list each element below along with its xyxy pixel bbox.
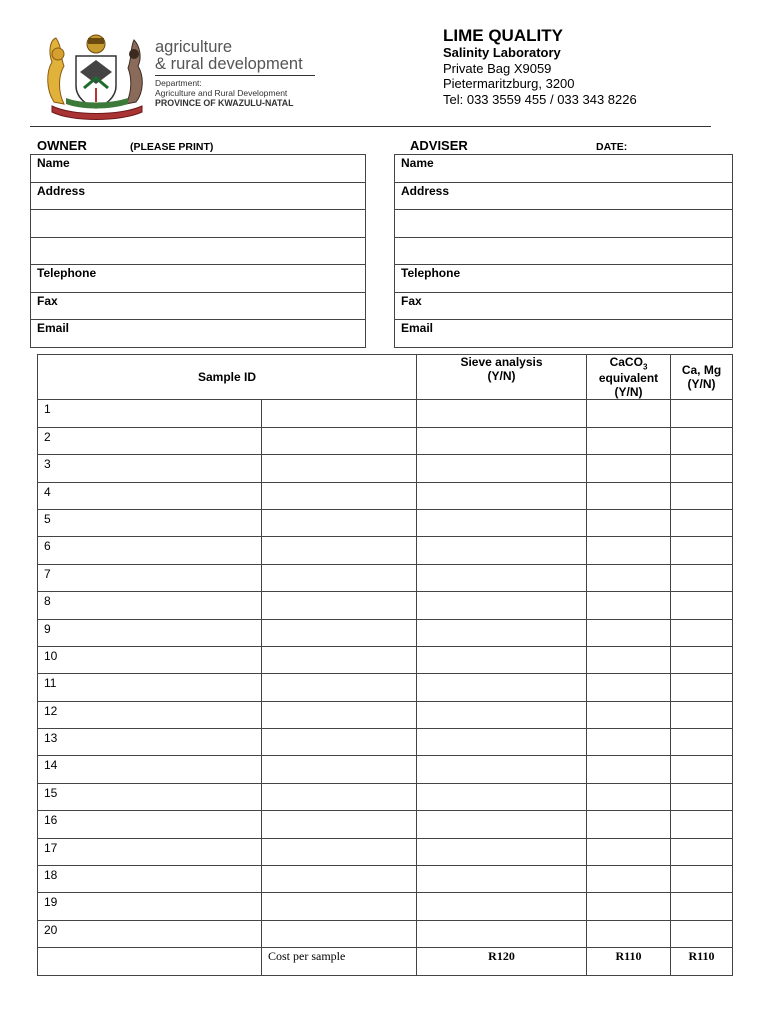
lab-address-line1: Private Bag X9059: [443, 61, 552, 76]
adviser-heading: ADVISER: [410, 138, 468, 153]
sample-row-number: 3: [38, 455, 262, 482]
adviser-telephone-field[interactable]: [395, 265, 733, 293]
camg-cell[interactable]: [671, 866, 733, 893]
table-row: [38, 866, 733, 893]
sample-row-number: 19: [38, 893, 262, 920]
caco3-cell[interactable]: [587, 783, 671, 810]
field-label: Address: [37, 183, 86, 198]
sieve-cell[interactable]: [417, 838, 587, 865]
table-row: [38, 619, 733, 646]
sieve-cell[interactable]: [417, 455, 587, 482]
camg-cell[interactable]: [671, 619, 733, 646]
sieve-cell[interactable]: [417, 400, 587, 427]
sieve-cell[interactable]: [417, 592, 587, 619]
lab-name: Salinity Laboratory: [443, 45, 561, 60]
sample-rows: [38, 400, 733, 948]
sample-id-cell[interactable]: [262, 729, 417, 756]
sieve-cell[interactable]: [417, 866, 587, 893]
table-row: [38, 427, 733, 454]
sieve-cell[interactable]: [417, 729, 587, 756]
sample-row-number: 13: [38, 729, 262, 756]
caco3-cell[interactable]: [587, 455, 671, 482]
sample-table: [37, 354, 733, 976]
adviser-address-field[interactable]: [395, 182, 733, 210]
owner-address-line2-field[interactable]: [31, 210, 366, 238]
caco3-cell[interactable]: [587, 400, 671, 427]
caco3-cell[interactable]: [587, 482, 671, 509]
table-row: [38, 482, 733, 509]
sample-id-cell[interactable]: [262, 893, 417, 920]
caco3-cell[interactable]: [587, 838, 671, 865]
sieve-cell[interactable]: [417, 893, 587, 920]
table-row: [38, 920, 733, 947]
cost-per-sample-label: Cost per sample: [262, 948, 417, 976]
sample-id-cell[interactable]: [262, 674, 417, 701]
lab-address-line2: Pietermaritzburg, 3200: [443, 76, 575, 91]
sieve-header: [417, 355, 587, 400]
camg-cell[interactable]: [671, 811, 733, 838]
table-row: [38, 674, 733, 701]
caco3-cell[interactable]: [587, 537, 671, 564]
table-row: [38, 756, 733, 783]
owner-name-field[interactable]: [31, 155, 366, 183]
sieve-cell[interactable]: [417, 427, 587, 454]
caco3-cell[interactable]: [587, 701, 671, 728]
sample-id-header: [38, 355, 417, 400]
caco3-cell[interactable]: [587, 811, 671, 838]
camg-cell[interactable]: [671, 564, 733, 591]
brand-rural-development: & rural development: [155, 55, 303, 73]
caco3-cell[interactable]: [587, 674, 671, 701]
cost-sieve: R120: [417, 948, 587, 976]
table-row: [38, 783, 733, 810]
caco3-cell[interactable]: [587, 756, 671, 783]
sample-id-cell[interactable]: [262, 701, 417, 728]
table-row: [38, 509, 733, 536]
camg-header: [671, 355, 733, 400]
dept-name: Agriculture and Rural Development: [155, 88, 288, 98]
camg-cell[interactable]: [671, 893, 733, 920]
sample-id-label: Sample ID: [197, 370, 257, 385]
table-row: [38, 592, 733, 619]
cost-caco3: R110: [587, 948, 671, 976]
caco3-yn-label: (Y/N): [614, 385, 643, 400]
sieve-cell[interactable]: [417, 509, 587, 536]
sieve-cell[interactable]: [417, 619, 587, 646]
please-print-note: (PLEASE PRINT): [130, 141, 214, 153]
camg-cell[interactable]: [671, 592, 733, 619]
sieve-cell[interactable]: [417, 482, 587, 509]
sieve-cell[interactable]: [417, 646, 587, 673]
sieve-cell[interactable]: [417, 811, 587, 838]
camg-cell[interactable]: [671, 674, 733, 701]
camg-cell[interactable]: [671, 783, 733, 810]
table-row: [38, 838, 733, 865]
table-row: [38, 400, 733, 427]
camg-cell[interactable]: [671, 427, 733, 454]
adviser-address-line3-field[interactable]: [395, 237, 733, 265]
adviser-details-table: [394, 154, 733, 348]
sieve-cell[interactable]: [417, 701, 587, 728]
field-label: Telephone: [37, 266, 97, 280]
owner-fax-field[interactable]: [31, 292, 366, 320]
sample-id-cell[interactable]: [262, 811, 417, 838]
field-label: Address: [401, 183, 450, 198]
caco3-cell[interactable]: [587, 866, 671, 893]
sample-id-cell[interactable]: [262, 619, 417, 646]
table-row: [38, 893, 733, 920]
sample-row-number: 10: [38, 646, 262, 673]
sample-row-number: 17: [38, 838, 262, 865]
cost-blank-cell: [38, 948, 262, 976]
sieve-cell[interactable]: [417, 674, 587, 701]
caco3-header: [587, 355, 671, 400]
sample-id-cell[interactable]: [262, 509, 417, 536]
sample-row-number: 11: [38, 674, 262, 701]
field-label: Email: [37, 321, 70, 335]
camg-cell[interactable]: [671, 455, 733, 482]
sample-row-number: 16: [38, 811, 262, 838]
sieve-label: Sieve analysis: [460, 355, 543, 369]
coat-of-arms-logo: [42, 32, 152, 120]
table-row: [38, 564, 733, 591]
camg-yn-label: (Y/N): [687, 377, 716, 392]
adviser-name-field[interactable]: [395, 155, 733, 183]
sample-id-cell[interactable]: [262, 455, 417, 482]
sample-row-number: 18: [38, 866, 262, 893]
sample-id-cell[interactable]: [262, 564, 417, 591]
adviser-email-field[interactable]: [395, 320, 733, 348]
dept-label: Department:: [155, 78, 202, 88]
sample-row-number: 1: [38, 400, 262, 427]
field-label: Fax: [401, 293, 422, 308]
camg-cell[interactable]: [671, 729, 733, 756]
brand-divider: [155, 75, 315, 76]
sample-row-number: 14: [38, 756, 262, 783]
caco3-equivalent-label: equivalent: [598, 371, 659, 386]
header-divider: [30, 126, 711, 127]
date-label: DATE:: [596, 141, 628, 153]
sample-row-number: 20: [38, 920, 262, 947]
sieve-cell[interactable]: [417, 756, 587, 783]
sample-id-cell[interactable]: [262, 646, 417, 673]
owner-telephone-field[interactable]: [31, 265, 366, 293]
camg-cell[interactable]: [671, 701, 733, 728]
field-label: Fax: [37, 293, 58, 308]
adviser-address-line2-field[interactable]: [395, 210, 733, 238]
field-label: Name: [37, 156, 70, 170]
camg-cell[interactable]: [671, 482, 733, 509]
caco3-subscript: 3: [642, 362, 648, 372]
table-row: [38, 811, 733, 838]
sieve-cell[interactable]: [417, 564, 587, 591]
field-label: Email: [401, 321, 434, 335]
sample-id-cell[interactable]: [262, 427, 417, 454]
cost-camg: R110: [671, 948, 733, 976]
sample-id-cell[interactable]: [262, 592, 417, 619]
caco3-cell[interactable]: [587, 729, 671, 756]
owner-details-table: [30, 154, 366, 348]
sample-row-number: 2: [38, 427, 262, 454]
sieve-cell[interactable]: [417, 537, 587, 564]
sample-id-cell[interactable]: [262, 482, 417, 509]
sample-row-number: 8: [38, 592, 262, 619]
owner-email-field[interactable]: [31, 320, 366, 348]
owner-address-line3-field[interactable]: [31, 237, 366, 265]
adviser-fax-field[interactable]: [395, 292, 733, 320]
sieve-yn-label: (Y/N): [487, 369, 516, 383]
camg-cell[interactable]: [671, 646, 733, 673]
sample-id-cell[interactable]: [262, 537, 417, 564]
camg-cell[interactable]: [671, 756, 733, 783]
owner-address-field[interactable]: [31, 182, 366, 210]
camg-cell[interactable]: [671, 838, 733, 865]
province-name: PROVINCE OF KWAZULU-NATAL: [155, 98, 294, 108]
cost-row: [38, 948, 733, 976]
field-label: Name: [401, 156, 434, 170]
sample-id-cell[interactable]: [262, 756, 417, 783]
form-title: LIME QUALITY: [443, 26, 563, 45]
camg-cell[interactable]: [671, 920, 733, 947]
lab-telephone: Tel: 033 3559 455 / 033 343 8226: [443, 92, 637, 107]
camg-cell[interactable]: [671, 509, 733, 536]
sample-id-cell[interactable]: [262, 920, 417, 947]
sieve-cell[interactable]: [417, 920, 587, 947]
brand-agriculture: agriculture: [155, 38, 233, 56]
caco3-cell[interactable]: [587, 592, 671, 619]
field-label: Telephone: [401, 266, 461, 280]
caco3-cell[interactable]: [587, 920, 671, 947]
caco3-cell[interactable]: [587, 564, 671, 591]
sample-row-number: 7: [38, 564, 262, 591]
caco3-cell[interactable]: [587, 619, 671, 646]
sample-id-cell[interactable]: [262, 838, 417, 865]
table-row: [38, 646, 733, 673]
sample-row-number: 5: [38, 509, 262, 536]
table-row: [38, 701, 733, 728]
owner-heading: OWNER: [37, 138, 87, 153]
camg-cell[interactable]: [671, 400, 733, 427]
table-row: [38, 537, 733, 564]
caco3-cell[interactable]: [587, 427, 671, 454]
sample-id-cell[interactable]: [262, 400, 417, 427]
sample-row-number: 15: [38, 783, 262, 810]
sample-id-cell[interactable]: [262, 783, 417, 810]
sample-row-number: 4: [38, 482, 262, 509]
camg-cell[interactable]: [671, 537, 733, 564]
sample-table-header: [38, 355, 733, 400]
caco3-label: CaCO: [609, 355, 643, 369]
caco3-cell[interactable]: [587, 509, 671, 536]
caco3-cell[interactable]: [587, 893, 671, 920]
caco3-cell[interactable]: [587, 646, 671, 673]
sample-row-number: 12: [38, 701, 262, 728]
sieve-cell[interactable]: [417, 783, 587, 810]
table-row: [38, 455, 733, 482]
sample-id-cell[interactable]: [262, 866, 417, 893]
sample-row-number: 9: [38, 619, 262, 646]
table-row: [38, 729, 733, 756]
camg-label: Ca, Mg: [681, 363, 722, 378]
sample-row-number: 6: [38, 537, 262, 564]
